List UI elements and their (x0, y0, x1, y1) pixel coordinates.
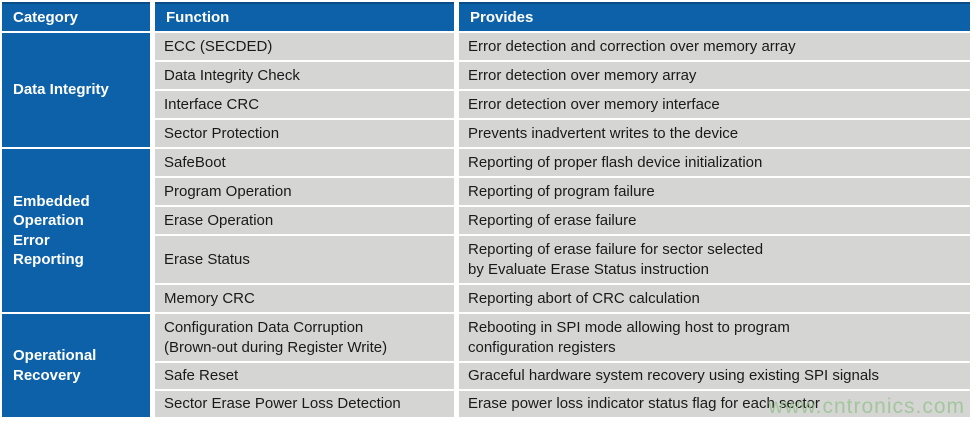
provides-cell-program-operation: Reporting of program failure (459, 178, 970, 205)
function-cell-erase-status: Erase Status (155, 236, 454, 283)
function-cell-ecc-secded: ECC (SECDED) (155, 33, 454, 60)
provides-cell-configuration-data-corruption: Rebooting in SPI mode allowing host to program configuration registers (459, 314, 970, 361)
header-category: Category (2, 2, 150, 31)
function-cell-sector-protection: Sector Protection (155, 120, 454, 147)
function-cell-program-operation: Program Operation (155, 178, 454, 205)
table-grid (2, 2, 970, 417)
function-cell-sector-erase-power-loss-detection: Sector Erase Power Loss Detection (155, 391, 454, 417)
provides-cell-sector-erase-power-loss-detection: Erase power loss indicator status flag for each sector (459, 391, 970, 417)
provides-cell-safeboot: Reporting of proper flash device initialization (459, 149, 970, 176)
function-cell-memory-crc: Memory CRC (155, 285, 454, 312)
header-function: Function (155, 2, 454, 31)
provides-cell-memory-crc: Reporting abort of CRC calculation (459, 285, 970, 312)
category-cell-operational-recovery: Operational Recovery (2, 314, 150, 417)
watermark-text: www.cntronics.com (768, 395, 965, 418)
function-cell-safe-reset: Safe Reset (155, 363, 454, 389)
provides-cell-data-integrity-check: Error detection over memory array (459, 62, 970, 89)
function-cell-safeboot: SafeBoot (155, 149, 454, 176)
category-cell-embedded-operation-error-reporting: Embedded Operation Error Reporting (2, 149, 150, 312)
provides-cell-erase-status: Reporting of erase failure for sector selected by Evaluate Erase Status instruction (459, 236, 970, 283)
function-cell-data-integrity-check: Data Integrity Check (155, 62, 454, 89)
function-cell-interface-crc: Interface CRC (155, 91, 454, 118)
provides-cell-sector-protection: Prevents inadvertent writes to the device (459, 120, 970, 147)
provides-cell-interface-crc: Error detection over memory interface (459, 91, 970, 118)
header-provides: Provides (459, 2, 970, 31)
provides-cell-ecc-secded: Error detection and correction over memory array (459, 33, 970, 60)
function-cell-configuration-data-corruption: Configuration Data Corruption (Brown-out during Register Write) (155, 314, 454, 361)
provides-cell-erase-operation: Reporting of erase failure (459, 207, 970, 234)
provides-cell-safe-reset: Graceful hardware system recovery using existing SPI signals (459, 363, 970, 389)
category-cell-data-integrity: Data Integrity (2, 33, 150, 147)
function-cell-erase-operation: Erase Operation (155, 207, 454, 234)
